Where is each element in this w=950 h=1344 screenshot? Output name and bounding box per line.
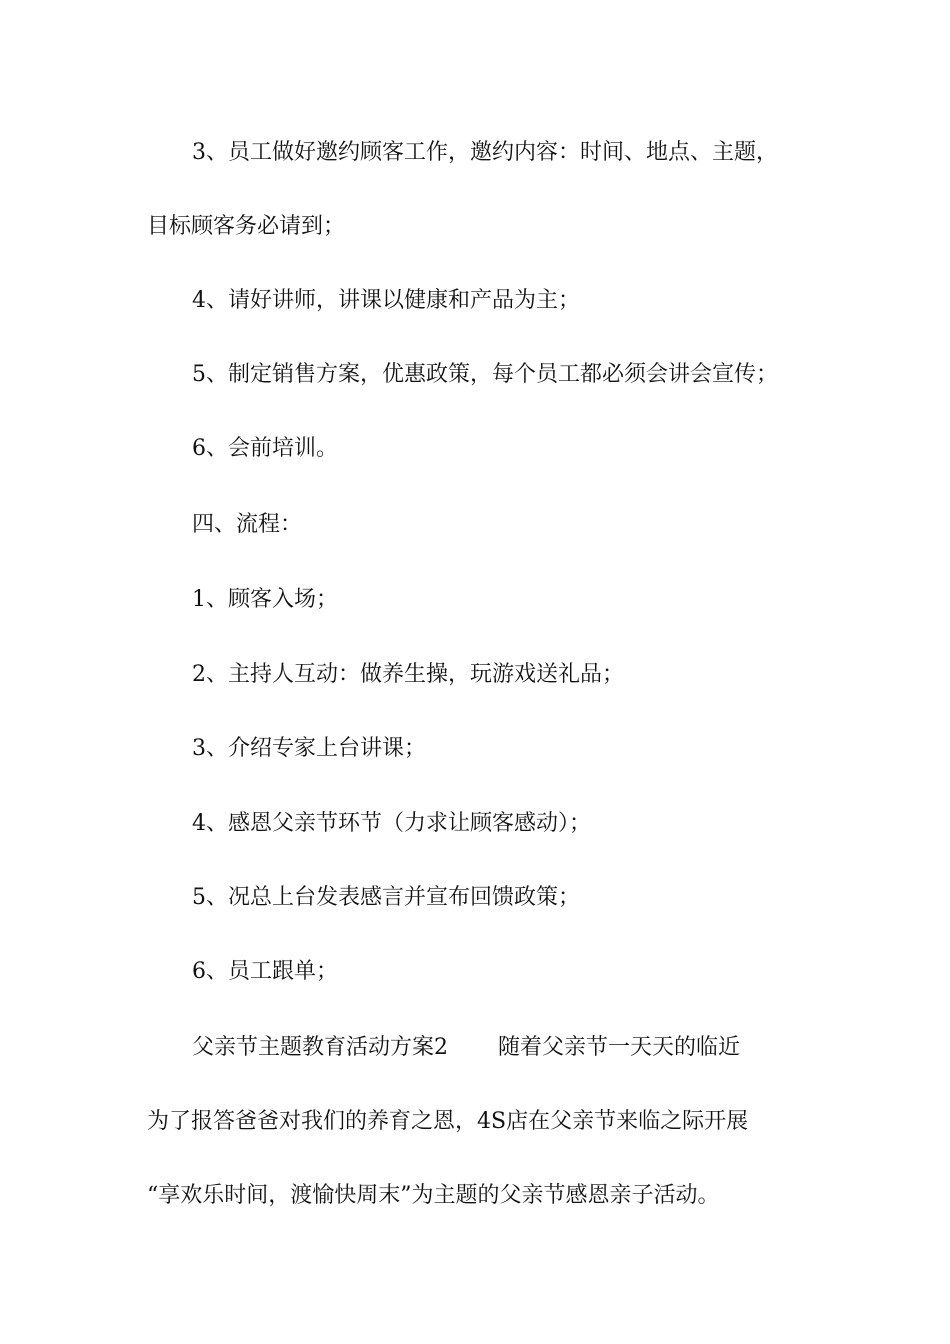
section-heading: 四、流程： [192,512,303,537]
plan-lead: 随着父亲节一天天的临近 [498,1035,741,1060]
paragraph-line: 4、感恩父亲节环节（力求让顾客感动）； [192,811,591,836]
paragraph-line: “享欢乐时间，渡愉快周末”为主题的父亲节感恩亲子活动。 [147,1183,720,1208]
paragraph-line: 2、主持人互动：做养生操，玩游戏送礼品； [192,662,624,687]
paragraph-line: 5、况总上台发表感言并宣布回馈政策； [192,885,580,910]
paragraph-line: 4、请好讲师，讲课以健康和产品为主； [192,288,580,313]
paragraph-line: 5、制定销售方案，优惠政策，每个员工都必须会讲会宣传； [192,362,778,387]
paragraph-line: 为了报答爸爸对我们的养育之恩，4S店在父亲节来临之际开展 [147,1109,749,1134]
paragraph-line: 3、员工做好邀约顾客工作，邀约内容：时间、地点、主题， [192,140,778,165]
paragraph-line: 6、员工跟单； [192,959,338,984]
paragraph-line: 目标顾客务必请到； [147,214,346,239]
plan-heading-line [192,1033,740,1063]
paragraph-line: 1、顾客入场； [192,587,338,612]
plan-heading: 父亲节主题教育活动方案2 [192,1035,448,1060]
paragraph-line: 6、会前培训。 [192,436,338,461]
paragraph-line: 3、介绍专家上台讲课； [192,736,426,761]
